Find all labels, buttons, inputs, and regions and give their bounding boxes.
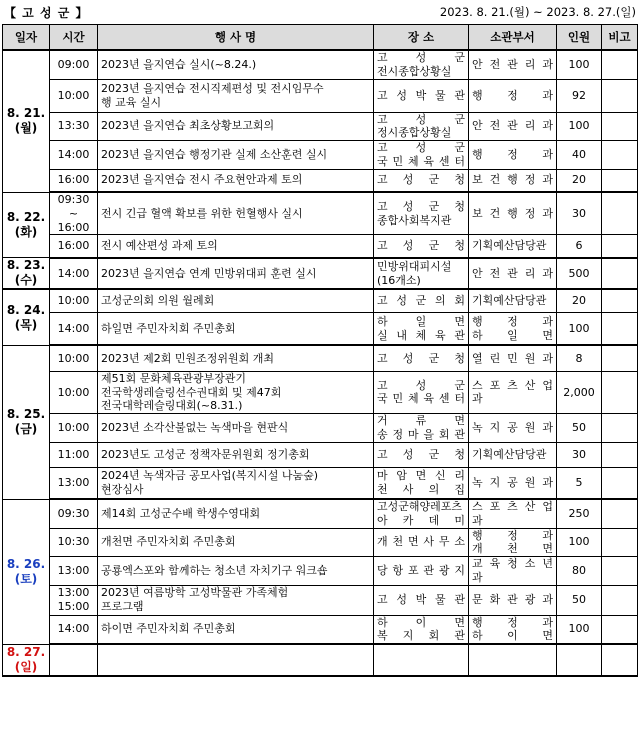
place-cell: [374, 557, 469, 586]
time-cell: [50, 442, 98, 467]
attendees-cell: 2,000: [557, 371, 602, 413]
place-cell: [374, 258, 469, 290]
remarks-cell: [602, 442, 638, 467]
department-cell: [469, 557, 557, 586]
event-cell: [98, 557, 374, 586]
remarks-cell: [602, 258, 638, 290]
time-line: 16:00: [57, 220, 90, 234]
attendees-cell: 250: [557, 499, 602, 528]
date-line: (화): [14, 224, 38, 239]
event-cell: [98, 289, 374, 312]
time-line: 10:30: [57, 535, 90, 549]
table-row: [3, 615, 638, 644]
department-line: 행 정 과: [472, 615, 553, 629]
event-line: 제51회 문화체육관광부장관기: [101, 371, 247, 385]
remarks-cell: [602, 112, 638, 141]
attendees-cell: 40: [557, 141, 602, 170]
event-line: 행 교육 실시: [101, 95, 162, 109]
department-cell: [469, 169, 557, 192]
date-line: 8. 24.: [6, 302, 46, 317]
event-line: 2024년 녹색자금 공모사업(복지시설 나눔숲): [101, 469, 319, 482]
attendees-cell: 8: [557, 345, 602, 371]
place-cell: [374, 235, 469, 258]
department-cell: [469, 50, 557, 79]
place-cell: [374, 112, 469, 141]
remarks-cell: [602, 79, 638, 112]
place-line: 고 성 군 청: [377, 173, 465, 187]
place-line: 고 성 군 청: [377, 447, 465, 461]
event-line: 전국대학레슬링대회(~8.31.): [101, 399, 243, 413]
place-line: 송 정 마 을 회 관: [377, 427, 465, 441]
remarks-cell: [602, 192, 638, 235]
event-line: 2023년 을지연습 연계 민방위대피 훈련 실시: [101, 266, 317, 280]
department-line: 보 건 행 정 과: [472, 206, 553, 220]
attendees-cell: 100: [557, 50, 602, 79]
time-cell: [50, 79, 98, 112]
event-cell: [98, 312, 374, 345]
event-line: 현장심사: [101, 482, 144, 496]
attendees-cell: 20: [557, 289, 602, 312]
date-cell: [3, 50, 50, 192]
event-line: 프로그램: [101, 600, 144, 613]
column-header-date: 일자: [3, 25, 50, 51]
place-line: 고 성 군: [377, 141, 465, 154]
place-line: 복 지 회 관: [377, 629, 465, 643]
department-line: 안 전 관 리 과: [472, 119, 553, 133]
event-line: 전시 긴급 혈액 확보를 위한 헌혈행사 실시: [101, 206, 303, 220]
date-cell: [3, 499, 50, 644]
time-cell: [50, 169, 98, 192]
attendees-cell: 100: [557, 615, 602, 644]
place-cell: [374, 644, 469, 676]
remarks-cell: [602, 467, 638, 499]
place-cell: [374, 50, 469, 79]
time-cell: [50, 235, 98, 258]
time-cell: [50, 141, 98, 170]
time-line: 14:00: [57, 622, 90, 636]
time-line: 10:00: [57, 88, 90, 102]
place-line: 거 류 면: [377, 414, 465, 427]
time-line: 14:00: [57, 147, 90, 161]
table-row: [3, 345, 638, 371]
place-line: 당 항 포 관 광 지: [377, 563, 465, 577]
department-line: 개 천 면: [472, 542, 553, 556]
event-cell: [98, 50, 374, 79]
place-line: 국 민 체 육 센 터: [377, 392, 465, 406]
department-cell: [469, 312, 557, 345]
place-cell: [374, 345, 469, 371]
schedule-body: [3, 50, 638, 676]
event-line: 2023년 제2회 민원조정위원회 개최: [101, 351, 274, 365]
remarks-cell: [602, 528, 638, 557]
place-cell: [374, 414, 469, 443]
department-line: 기획예산담당관: [472, 447, 547, 461]
department-cell: [469, 345, 557, 371]
place-line: 고 성 군 청: [377, 239, 465, 253]
place-line: 정시종합상황실: [377, 126, 452, 140]
place-line: 고 성 박 물 관: [377, 593, 465, 607]
remarks-cell: [602, 289, 638, 312]
attendees-cell: 20: [557, 169, 602, 192]
remarks-cell: [602, 371, 638, 413]
remarks-cell: [602, 585, 638, 615]
attendees-cell: 80: [557, 557, 602, 586]
time-line: 13:00: [57, 563, 90, 577]
table-row: [3, 192, 638, 235]
attendees-cell: 5: [557, 467, 602, 499]
place-cell: [374, 141, 469, 170]
column-header-department: 소관부서: [469, 25, 557, 51]
time-line: 10:00: [57, 294, 90, 308]
attendees-cell: 100: [557, 112, 602, 141]
table-row: [3, 112, 638, 141]
event-line: 2023년 을지연습 전시 주요현안과제 토의: [101, 173, 303, 187]
department-cell: [469, 615, 557, 644]
date-line: (수): [14, 273, 38, 288]
date-cell: [3, 192, 50, 258]
attendees-cell: [557, 644, 602, 676]
table-row: [3, 371, 638, 413]
place-cell: [374, 528, 469, 557]
department-cell: [469, 585, 557, 615]
date-line: 8. 25.: [6, 407, 46, 422]
place-cell: [374, 79, 469, 112]
place-line: 개 천 면 사 무 소: [377, 535, 465, 549]
event-line: 2023년 소각산불없는 녹색마을 현판식: [101, 420, 289, 434]
department-line: 안 전 관 리 과: [472, 57, 553, 71]
table-row: [3, 499, 638, 528]
remarks-cell: [602, 644, 638, 676]
place-cell: [374, 312, 469, 345]
attendees-cell: 30: [557, 442, 602, 467]
department-cell: [469, 79, 557, 112]
department-line: 기획예산담당관: [472, 239, 547, 253]
place-line: 마 암 면 신 리: [377, 469, 465, 482]
place-line: 고 성 군 청: [377, 199, 465, 213]
remarks-cell: [602, 50, 638, 79]
place-cell: [374, 192, 469, 235]
event-cell: [98, 169, 374, 192]
department-line: 녹 지 공 원 과: [472, 420, 553, 434]
place-cell: [374, 615, 469, 644]
place-line: 고성군해양레포츠: [377, 500, 463, 513]
place-cell: [374, 371, 469, 413]
place-line: 하 이 면: [377, 615, 465, 629]
department-cell: [469, 258, 557, 290]
department-line: 안 전 관 리 과: [472, 266, 553, 280]
remarks-cell: [602, 235, 638, 258]
date-line: (일): [14, 659, 38, 674]
event-line: 하일면 주민자치회 주민총회: [101, 321, 236, 335]
place-line: 종합사회복지관: [377, 213, 452, 227]
department-line: 기획예산담당관: [472, 294, 547, 308]
event-line: 고성군의회 의원 월례회: [101, 294, 215, 308]
time-cell: [50, 345, 98, 371]
time-line: 16:00: [57, 239, 90, 253]
department-line: 행 정 과: [472, 314, 553, 328]
department-cell: [469, 141, 557, 170]
event-cell: [98, 141, 374, 170]
time-line: ~: [68, 206, 79, 220]
schedule-period: 2023. 8. 21.(월) ~ 2023. 8. 27.(일): [439, 5, 636, 19]
event-cell: [98, 345, 374, 371]
date-cell: [3, 289, 50, 345]
agency-title: 【 고 성 군 】: [4, 6, 89, 20]
date-line: (월): [14, 121, 38, 136]
event-line: 전국학생레슬링선수권대회 및 제47회: [101, 385, 282, 399]
department-cell: [469, 644, 557, 676]
date-line: 8. 26.: [6, 556, 46, 571]
remarks-cell: [602, 414, 638, 443]
event-line: 하이면 주민자치회 주민총회: [101, 622, 236, 636]
time-line: 16:00: [57, 173, 90, 187]
attendees-cell: 500: [557, 258, 602, 290]
schedule-table: [2, 24, 638, 677]
column-header-event: 행 사 명: [98, 25, 374, 51]
event-line: 2023년 을지연습 실시(~8.24.): [101, 57, 257, 71]
place-cell: [374, 467, 469, 499]
department-cell: [469, 371, 557, 413]
place-line: 아 카 데 미: [377, 513, 465, 527]
table-row: [3, 557, 638, 586]
time-cell: [50, 467, 98, 499]
place-line: 고 성 군: [377, 51, 465, 64]
time-line: 09:30: [57, 506, 90, 520]
table-row: [3, 414, 638, 443]
event-cell: [98, 414, 374, 443]
attendees-cell: 50: [557, 585, 602, 615]
event-line: 2023년도 고성군 정책자문위원회 정기총회: [101, 447, 310, 461]
table-row: [3, 50, 638, 79]
time-line: 09:30: [57, 193, 90, 206]
event-line: 2023년 을지연습 전시직제편성 및 전시임무수: [101, 81, 324, 95]
date-line: (금): [14, 422, 38, 437]
department-cell: [469, 499, 557, 528]
department-line: 녹 지 공 원 과: [472, 475, 553, 489]
time-line: 09:00: [57, 57, 90, 71]
attendees-cell: 50: [557, 414, 602, 443]
time-line: 13:30: [57, 119, 90, 133]
column-header-remarks: 비고: [602, 25, 638, 51]
department-cell: [469, 235, 557, 258]
department-line: 스 포 츠 산 업 과: [472, 378, 553, 406]
department-cell: [469, 442, 557, 467]
date-cell: [3, 644, 50, 676]
time-cell: [50, 112, 98, 141]
remarks-cell: [602, 312, 638, 345]
table-row: [3, 528, 638, 557]
place-line: 전시종합상황실: [377, 64, 452, 78]
place-cell: [374, 585, 469, 615]
time-cell: [50, 371, 98, 413]
table-row: [3, 79, 638, 112]
department-cell: [469, 192, 557, 235]
remarks-cell: [602, 615, 638, 644]
time-cell: [50, 258, 98, 290]
department-cell: [469, 112, 557, 141]
department-line: 하 일 면: [472, 328, 553, 342]
attendees-cell: 100: [557, 312, 602, 345]
remarks-cell: [602, 169, 638, 192]
time-cell: [50, 615, 98, 644]
time-line: 11:00: [57, 447, 90, 461]
time-line: 14:00: [57, 321, 90, 335]
event-cell: [98, 644, 374, 676]
table-row: [3, 312, 638, 345]
time-line: 10:00: [57, 351, 90, 365]
time-cell: [50, 557, 98, 586]
department-line: 보 건 행 정 과: [472, 173, 553, 187]
department-line: 행 정 과: [472, 147, 553, 161]
place-line: 국 민 체 육 센 터: [377, 154, 465, 168]
event-line: 개천면 주민자치회 주민총회: [101, 535, 236, 549]
event-cell: [98, 79, 374, 112]
event-cell: [98, 258, 374, 290]
place-line: 고 성 군: [377, 112, 465, 126]
place-line: 실 내 체 육 관: [377, 328, 465, 342]
time-line: 13:00: [57, 586, 90, 600]
attendees-cell: 30: [557, 192, 602, 235]
date-line: 8. 21.: [6, 106, 46, 121]
column-header-place: 장 소: [374, 25, 469, 51]
date-cell: [3, 258, 50, 290]
place-line: 고 성 군 의 회: [377, 294, 465, 308]
event-line: 2023년 여름방학 고성박물관 가족체험: [101, 586, 289, 600]
department-line: 행 정 과: [472, 88, 553, 102]
place-line: 하 일 면: [377, 314, 465, 328]
time-line: 14:00: [57, 266, 90, 280]
place-line: 민방위대피시설: [377, 259, 452, 273]
time-cell: [50, 585, 98, 615]
department-line: 행 정 과: [472, 528, 553, 542]
place-cell: [374, 289, 469, 312]
place-cell: [374, 442, 469, 467]
place-line: (16개소): [377, 273, 421, 287]
time-line: 15:00: [57, 600, 90, 613]
table-header-row: [3, 25, 638, 51]
remarks-cell: [602, 499, 638, 528]
department-cell: [469, 289, 557, 312]
event-cell: [98, 192, 374, 235]
event-line: 공룡엑스포와 함께하는 청소년 자치기구 워크숍: [101, 563, 328, 577]
place-cell: [374, 499, 469, 528]
department-cell: [469, 528, 557, 557]
table-row: [3, 644, 638, 676]
table-row: [3, 289, 638, 312]
event-line: 제14회 고성군수배 학생수영대회: [101, 506, 261, 520]
date-line: (토): [14, 571, 38, 586]
time-cell: [50, 289, 98, 312]
department-line: 문 화 관 광 과: [472, 593, 553, 607]
time-cell: [50, 414, 98, 443]
place-line: 천 사 의 집: [377, 482, 465, 496]
place-line: 고 성 군: [377, 378, 465, 392]
event-cell: [98, 112, 374, 141]
event-line: 2023년 을지연습 행정기관 실제 소산훈련 실시: [101, 147, 328, 161]
document-header: [0, 0, 640, 24]
event-cell: [98, 442, 374, 467]
department-line: 교 육 청 소 년 과: [472, 557, 553, 584]
column-header-attendees: 인원: [557, 25, 602, 51]
table-row: [3, 169, 638, 192]
department-line: 열 린 민 원 과: [472, 351, 553, 365]
remarks-cell: [602, 345, 638, 371]
date-cell: [3, 345, 50, 499]
event-cell: [98, 585, 374, 615]
department-cell: [469, 467, 557, 499]
time-cell: [50, 192, 98, 235]
date-line: 8. 22.: [6, 209, 46, 224]
event-cell: [98, 615, 374, 644]
time-cell: [50, 50, 98, 79]
department-line: 하 이 면: [472, 629, 553, 643]
time-cell: [50, 312, 98, 345]
table-row: [3, 141, 638, 170]
department-line: 스 포 츠 산 업 과: [472, 500, 553, 527]
event-cell: [98, 235, 374, 258]
event-cell: [98, 371, 374, 413]
table-row: [3, 258, 638, 290]
date-line: 8. 27.: [6, 644, 46, 659]
place-line: 고 성 군 청: [377, 351, 465, 365]
attendees-cell: 100: [557, 528, 602, 557]
remarks-cell: [602, 141, 638, 170]
time-line: 10:00: [57, 420, 90, 434]
date-line: 8. 23.: [6, 258, 46, 273]
time-line: 13:00: [57, 475, 90, 489]
attendees-cell: 92: [557, 79, 602, 112]
event-cell: [98, 528, 374, 557]
attendees-cell: 6: [557, 235, 602, 258]
event-cell: [98, 467, 374, 499]
event-line: 전시 예산편성 과제 토의: [101, 239, 218, 253]
column-header-time: 시간: [50, 25, 98, 51]
time-cell: [50, 644, 98, 676]
table-row: [3, 467, 638, 499]
event-line: 2023년 을지연습 최초상황보고회의: [101, 119, 275, 133]
table-row: [3, 442, 638, 467]
time-cell: [50, 499, 98, 528]
time-cell: [50, 528, 98, 557]
department-cell: [469, 414, 557, 443]
time-line: 10:00: [57, 385, 90, 399]
place-line: 고 성 박 물 관: [377, 88, 465, 102]
place-cell: [374, 169, 469, 192]
table-row: [3, 235, 638, 258]
date-line: (목): [14, 317, 38, 332]
table-row: [3, 585, 638, 615]
remarks-cell: [602, 557, 638, 586]
event-cell: [98, 499, 374, 528]
